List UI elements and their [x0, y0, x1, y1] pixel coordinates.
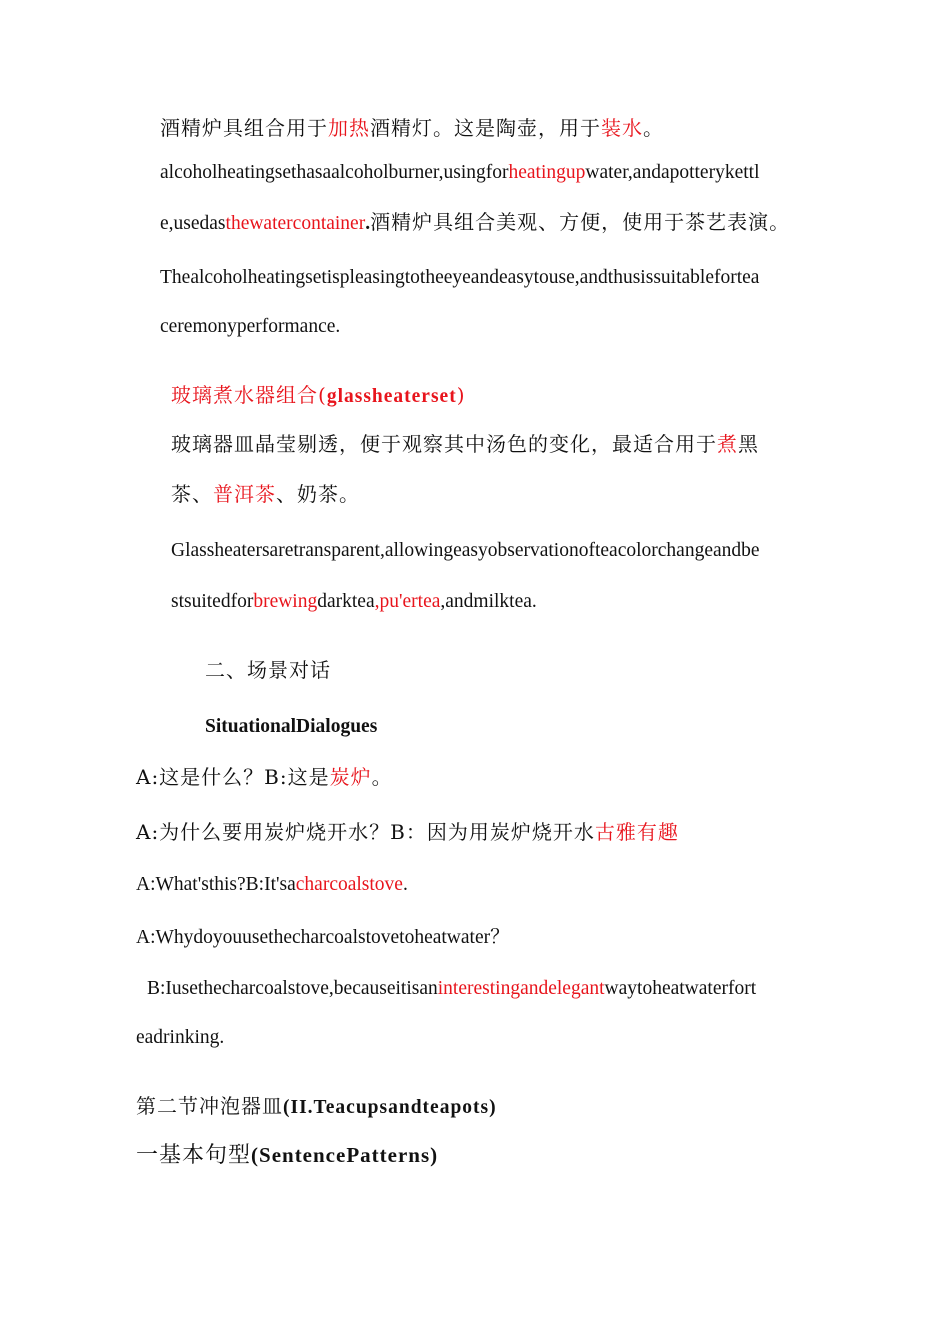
- text-run: 。: [371, 765, 393, 789]
- text-run: 酒精炉具组合美观、方便，使用于茶艺表演。: [370, 210, 791, 234]
- highlight-text: charcoalstove: [295, 874, 403, 895]
- subsection-title: [136, 1143, 438, 1168]
- dialogue-line-5: [147, 977, 756, 1001]
- text-run: 酒精灯。这是陶壶，用于: [370, 116, 601, 140]
- text-run: stsuitedfor: [171, 591, 254, 612]
- text-run: A:为什么要用炭炉烧开水？B：因为用炭炉烧开水: [136, 820, 595, 844]
- heading-zh: 玻璃煮水器组合(: [171, 383, 327, 407]
- text-run: 酒精炉具组合用于: [160, 116, 328, 140]
- text-run: .: [402, 874, 408, 895]
- text-run: water,andapotterykettl: [585, 162, 760, 183]
- glass-line-4: [171, 590, 537, 614]
- text-run: 。: [643, 116, 664, 140]
- text-run: 黑: [738, 432, 759, 456]
- highlight-text: 装水: [601, 116, 643, 140]
- text-run: waytoheatwaterfort: [604, 978, 757, 999]
- intro-line-1: [160, 116, 664, 140]
- dialogue-line-3: [136, 873, 408, 897]
- text-run: darktea: [317, 591, 375, 612]
- highlight-text: 普洱茶: [213, 482, 276, 506]
- text-run: 、奶茶。: [276, 482, 360, 506]
- text-run: alcoholheatingsethasaalcoholburner,usingfor: [160, 162, 509, 183]
- dialogues-heading-en: SituationalDialogues: [205, 716, 378, 737]
- text-run: A:What'sthis?B:It'sa: [136, 874, 296, 895]
- subsection-title-en: (SentencePatterns): [251, 1143, 439, 1167]
- heading-close: ): [456, 383, 466, 407]
- intro-line-3: [160, 210, 790, 236]
- dialogue-line-2: [136, 820, 679, 844]
- dialogues-heading-zh: 二、场景对话: [205, 658, 331, 682]
- text-run: 玻璃器皿晶莹剔透，便于观察其中汤色的变化，最适合用于: [171, 432, 717, 456]
- text-run: 茶、: [171, 482, 213, 506]
- highlight-text: heatingup: [508, 162, 586, 183]
- glass-line-2: [171, 482, 360, 506]
- glass-line-1: [171, 432, 759, 456]
- intro-line-5: ceremonyperformance.: [160, 316, 341, 337]
- text-run: A:这是什么？B:这是: [136, 765, 330, 789]
- highlight-text: interestingandelegant: [437, 978, 605, 999]
- highlight-text: 加热: [328, 116, 370, 140]
- highlight-text: 古雅有趣: [594, 820, 679, 844]
- highlight-text: 炭炉: [329, 765, 372, 789]
- dialogue-line-6: eadrinking.: [136, 1027, 225, 1048]
- dialogue-line-4: A:Whydoyouusethecharcoalstovetoheatwater？: [136, 927, 510, 948]
- highlight-text: 煮: [717, 432, 738, 456]
- text-run: ,andmilktea.: [440, 591, 537, 612]
- glass-line-3: Glassheatersaretransparent,allowingeasyobservationofteacolorchangeandbe: [171, 540, 760, 561]
- heading-en: glassheaterset: [326, 386, 457, 407]
- subsection-title-zh: 一基本句型: [136, 1143, 252, 1168]
- section-title-zh: 第二节冲泡器皿: [136, 1094, 283, 1118]
- text-run: B:Iusethecharcoalstove,becauseitisan: [147, 978, 438, 999]
- section-title-en: (II.Teacupsandteapots): [283, 1097, 497, 1118]
- text-run: .: [365, 213, 371, 234]
- text-run: e,usedas: [160, 213, 226, 234]
- intro-line-4: Thealcoholheatingsetispleasingtotheeyeandeasytouse,andthusissuitablefortea: [160, 267, 760, 288]
- highlight-text: thewatercontainer: [225, 213, 366, 234]
- highlight-text: ,pu'ertea: [374, 591, 441, 612]
- dialogue-line-1: [136, 765, 393, 789]
- glass-heading: [171, 383, 466, 409]
- highlight-text: brewing: [253, 591, 318, 612]
- intro-line-2: [160, 161, 760, 185]
- section-title: [136, 1094, 497, 1120]
